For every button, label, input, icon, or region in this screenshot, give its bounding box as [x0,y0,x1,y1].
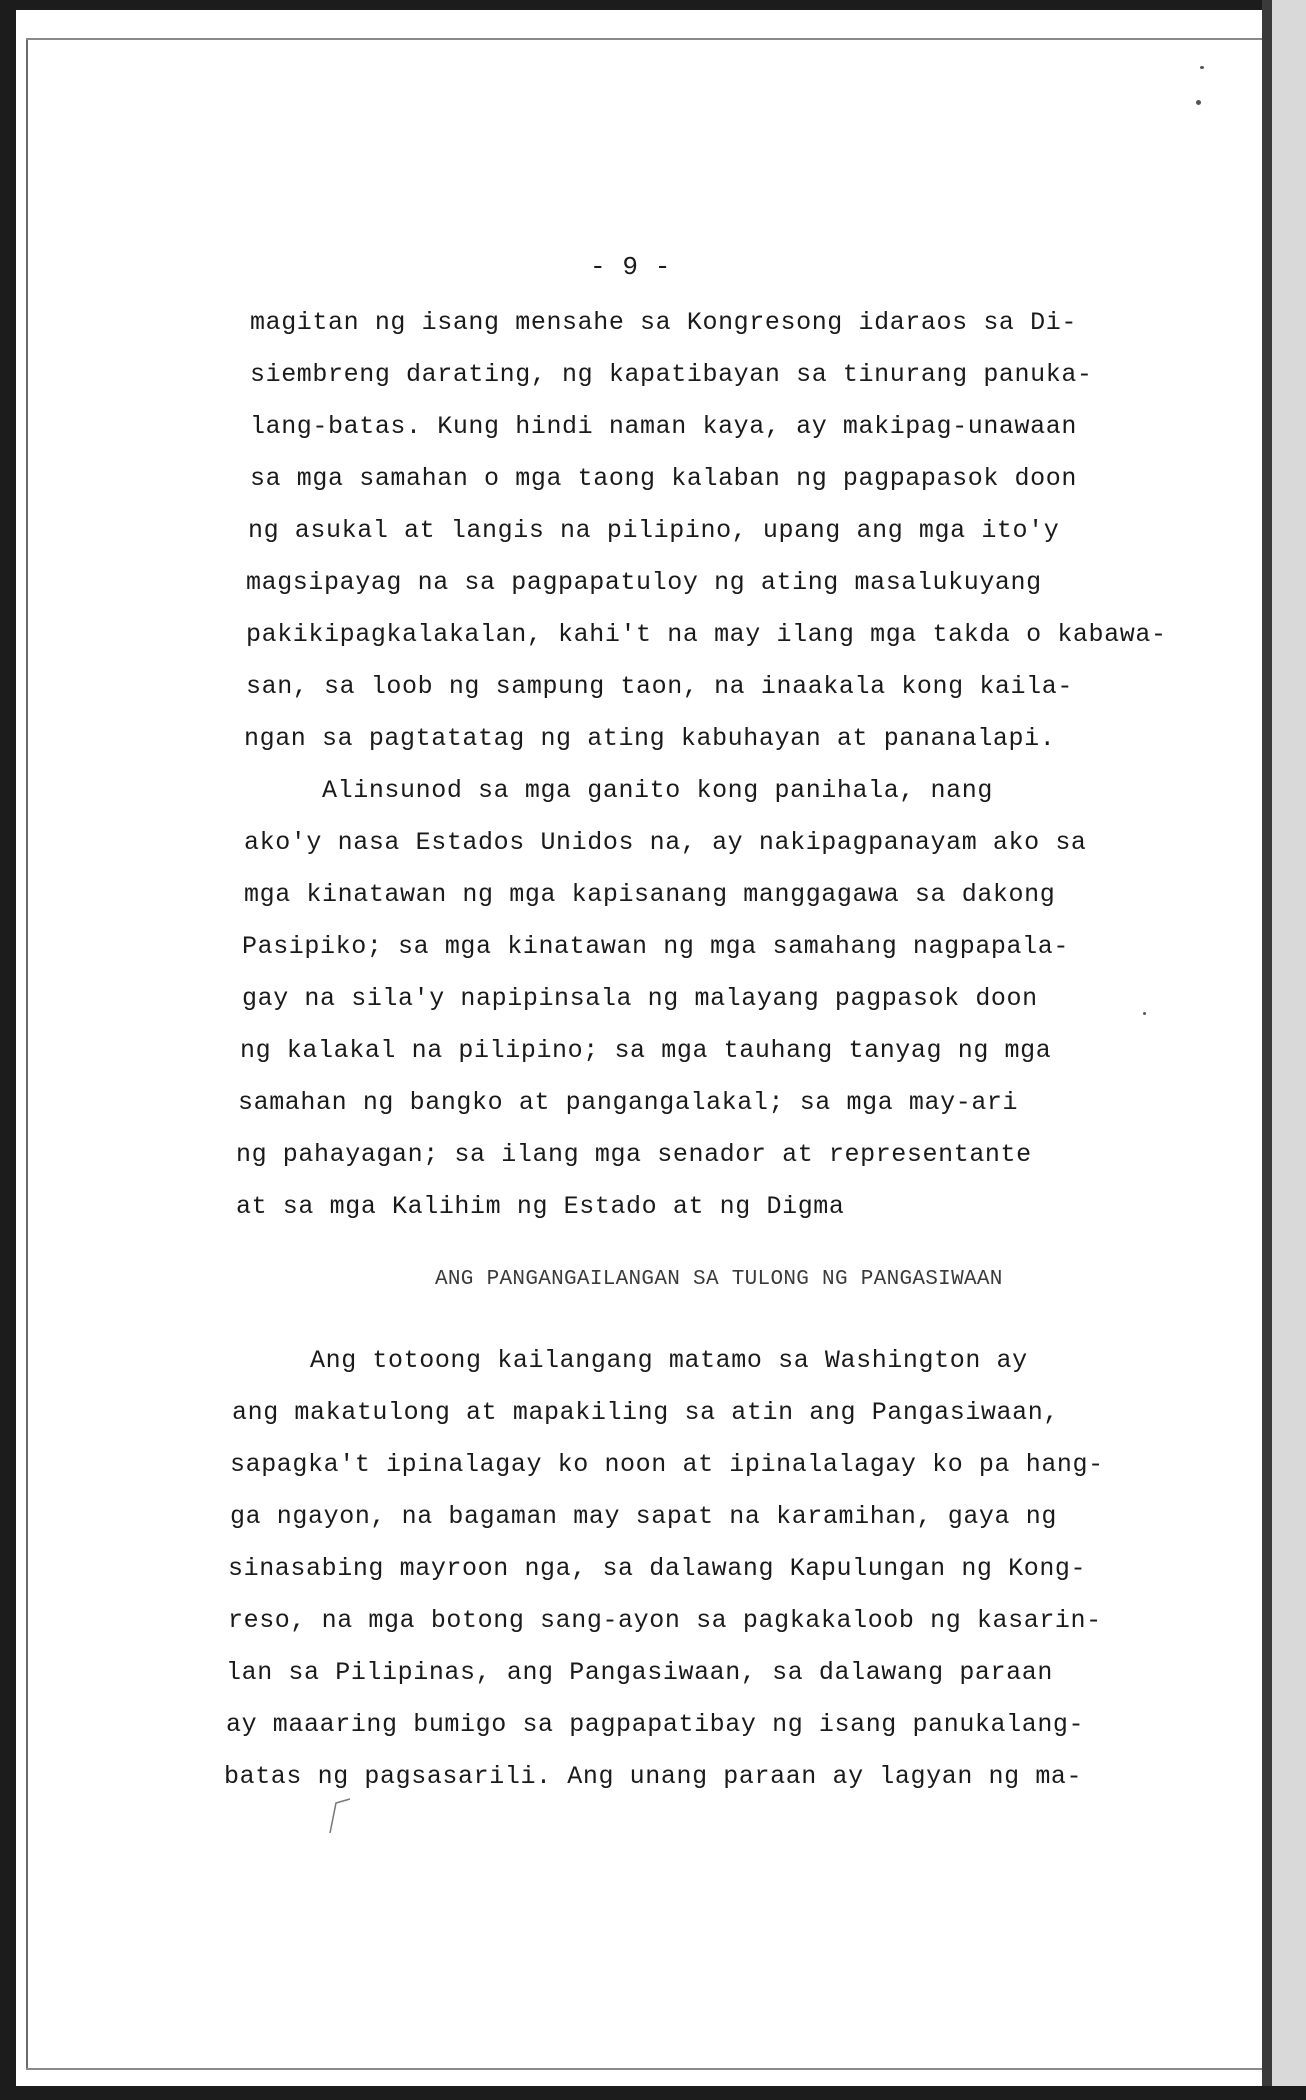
paper-edge-bottom [26,2068,1262,2070]
text-line: siembreng darating, ng kapatibayan sa tinurang panuka- [250,360,1093,389]
text-line: pakikipagkalakalan, kahi't na may ilang mga takda o kabawa- [246,620,1167,649]
text-line: ay maaaring bumigo sa pagpapatibay ng isang panukalang- [226,1710,1085,1739]
text-line: gay na sila'y napipinsala ng malayang pagpasok doon [242,984,1038,1013]
text-line: sinasabing mayroon nga, sa dalawang Kapulungan ng Kong- [228,1554,1087,1583]
text-line: at sa mga Kalihim ng Estado at ng Digma [236,1192,845,1221]
scan-border-top [0,0,1306,10]
text-line: samahan ng bangko at pangangalakal; sa mga may-ari [238,1088,1019,1117]
text-line: ngan sa pagtatatag ng ating kabuhayan at pananalapi. [244,724,1056,753]
text-line: reso, na mga botong sang-ayon sa pagkakaloob ng kasarin- [228,1606,1102,1635]
text-line: ang makatulong at mapakiling sa atin ang Pangasiwaan, [232,1398,1059,1427]
text-line: ng asukal at langis na pilipino, upang ang mga ito'y [248,516,1060,545]
text-line: sa mga samahan o mga taong kalaban ng pagpapasok doon [250,464,1077,493]
scan-border-left [0,0,16,2100]
text-line: Alinsunod sa mga ganito kong panihala, nang [244,776,993,805]
paper-edge-left [26,40,28,2070]
text-line: mga kinatawan ng mga kapisanang manggagawa sa dakong [244,880,1056,909]
speck [1143,1012,1146,1015]
text-line: lan sa Pilipinas, ang Pangasiwaan, sa dalawang paraan [226,1658,1053,1687]
speck [1200,66,1204,69]
text-line: lang-batas. Kung hindi naman kaya, ay makipag-unawaan [250,412,1077,441]
pen-mark [326,1795,356,1835]
scan-border-right-edge [1262,0,1272,2100]
paper-edge-top [26,38,1262,40]
text-line: sapagka't ipinalagay ko noon at ipinalalagay ko pa hang- [230,1450,1104,1479]
text-line: Ang totoong kailangang matamo sa Washington ay [232,1346,1028,1375]
text-line: ako'y nasa Estados Unidos na, ay nakipagpanayam ako sa [244,828,1087,857]
text-line: ng kalakal na pilipino; sa mga tauhang tanyag ng mga [240,1036,1052,1065]
page-number: - 9 - [590,252,672,282]
text-line: san, sa loob ng sampung taon, na inaakala kong kaila- [246,672,1073,701]
section-heading: ANG PANGANGAILANGAN SA TULONG NG PANGASIWAAN [435,1268,1003,1291]
scan-border-bottom [0,2086,1306,2100]
text-line: ng pahayagan; sa ilang mga senador at representante [236,1140,1032,1169]
text-line: magsipayag na sa pagpapatuloy ng ating masalukuyang [246,568,1042,597]
text-line: Pasipiko; sa mga kinatawan ng mga samahang nagpapala- [242,932,1069,961]
text-line: magitan ng isang mensahe sa Kongresong idaraos sa Di- [250,308,1077,337]
speck [1196,100,1201,105]
text-line: ga ngayon, na bagaman may sapat na karamihan, gaya ng [230,1502,1057,1531]
text-line: batas ng pagsasarili. Ang unang paraan ay lagyan ng ma- [224,1762,1083,1791]
